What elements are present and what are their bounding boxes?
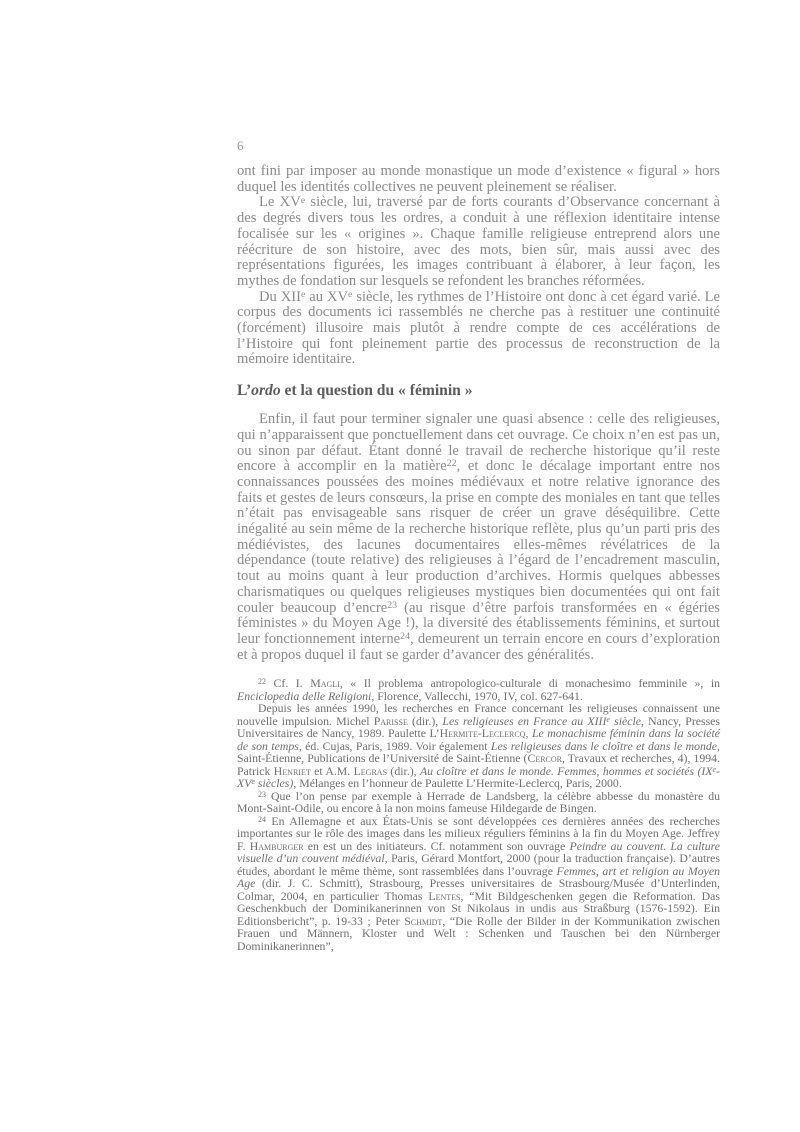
text-run: (au risque d’être parfois transformées en « égéries féministes » du Moyen Age !), la diversité des établissements féminins, et surtout leur fonctionnement interne bbox=[237, 599, 720, 647]
text-run: en est un des initiateurs. Cf. notamment son ouvrage bbox=[303, 838, 570, 853]
text-run: Hermite-Leclercq bbox=[439, 726, 526, 741]
text-run: 23 bbox=[258, 789, 267, 799]
text-run: , Mélanges en l’honneur de Paulette L’Hermite-Leclercq, Paris, 2000. bbox=[293, 776, 622, 791]
text-run: Cercor bbox=[527, 751, 562, 766]
text-run: ordo bbox=[251, 382, 281, 400]
text-run: e bbox=[712, 764, 717, 774]
text-run: Le XV bbox=[259, 194, 301, 211]
text-run: , “Mit Bildgeschenken gegen die Reformation. Das Geschenkbuch der Dominikanerinnen von St Nikolaus in undis aus Straßburg (1576-1592). Ein Editionsbericht”, p. 19-33 ; Peter bbox=[237, 888, 720, 928]
text-run: Enciclopedia delle Religioni bbox=[237, 688, 372, 703]
paragraph-quasi-absence bbox=[237, 412, 720, 663]
text-run: Les religieuses en France au XIII bbox=[442, 713, 607, 728]
text-run: (dir.), bbox=[387, 763, 420, 778]
text-run: , Nancy, Presses Universitaires de Nancy, 1989. Paulette L’ bbox=[237, 713, 720, 741]
text-run: , Paris, Gérard Montfort, 2000 (pour la traduction française). D’autres études, abordant le même thème, sont rassemblées dans l’ouvrage bbox=[237, 851, 721, 878]
text-run: Depuis les années 1990, les recherches en France concernant les religieuses connaissent une nouvelle impulsion. Michel bbox=[237, 701, 720, 728]
text-run: Hamburger bbox=[249, 838, 304, 853]
page-number: 6 bbox=[237, 138, 244, 153]
text-run: au XV bbox=[305, 288, 349, 305]
text-run: et A.M. bbox=[310, 763, 354, 778]
text-run: Enfin, il faut pour terminer signaler une quasi absence : celle des religieuses, qui n’apparaissent que ponctuellement dans cet ouvrage. Ce choix n’en est pas un, ou sinon par défaut. Étant donné le travail de recherche historique qu’il reste encore à accomplir en la matière bbox=[237, 411, 720, 475]
text-run: 22 bbox=[258, 677, 267, 687]
text-run: , « Il problema antropologico-culturale di monachesimo femminile », in bbox=[339, 676, 720, 691]
text-run: Henriet bbox=[273, 763, 311, 778]
text-run: Lentes bbox=[428, 888, 461, 903]
text-run: , et donc le décalage important entre nos connaissances poussées des moines médiévaux et notre relative ignorance des faits et gestes de leurs consœurs, la prise en compte des moniales en tant que telles n’était pas envisageable sans risquer de créer un grave déséquilibre. Cette inégalité au sein même de la recherche historique reflète, plus qu’un parti pris des médiévistes, des lacunes documentaires elles-mêmes révélatrices de la dépendance (toute relative) des religieuses à l’égard de l’encadrement masculin, tout au moins quant à leur production d’archives. Hormis quelques abbesses charismatiques ou quelques religieuses mystiques bien documentées qui ont fait couler beaucoup d’encre bbox=[237, 458, 721, 616]
footnote-22 bbox=[237, 677, 720, 702]
text-run: 23 bbox=[387, 599, 398, 611]
footnote-24 bbox=[237, 815, 720, 953]
text-run: , Florence, Vallecchi, 1970, IV, col. 627-641. bbox=[371, 688, 583, 703]
footnote-23 bbox=[237, 790, 720, 815]
text-run: Parisse bbox=[373, 713, 408, 728]
text-run: 24 bbox=[400, 631, 411, 643]
text-run: siècle, lui, traversé par de forts courants d’Observance concernant à des degrés divers tous les ordres, a conduit à une réflexion identitaire intense focalisée sur les « origines ». Chaque famille religieuse entreprend alors une réécriture de son histoire, avec des mots, bien sûr, mais aussi avec des représentations figurées, les images contribuant à élaborer, à leur façon, les mythes de fondation sur lesquels se refondent les branches réformées. bbox=[237, 194, 720, 289]
text-run: Du XII bbox=[259, 288, 301, 305]
text-run: siècle bbox=[609, 713, 641, 728]
text-run: , éd. Cujas, Paris, 1989. Voir également bbox=[298, 738, 491, 753]
page-content bbox=[237, 139, 720, 952]
text-run: Legras bbox=[353, 763, 388, 778]
text-run: e bbox=[251, 777, 255, 787]
text-run: siècles) bbox=[254, 776, 294, 791]
text-run: siècle, les rythmes de l’Histoire ont donc à cet égard varié. Le corpus des documents ici rassemblés ne cherche pas à restituer une continuité (forcément) illusoire mais plutôt à rendre compte de ces accélérations de l’Histoire qui font pleinement partie des processus de reconstruction de la mémoire identitaire. bbox=[237, 288, 721, 368]
text-run: Cf. I. bbox=[266, 676, 311, 691]
text-run: (dir.), bbox=[407, 713, 443, 728]
text-run: (dir. J. C. Schmitt), Strasbourg, Presses universitaires de Strasbourg/Musée d’Unterlinden, Colmar, 2004, en particulier Thomas bbox=[237, 876, 720, 903]
text-run: Schmidt bbox=[404, 913, 443, 928]
text-run: Que l’on pense par exemple à Herrade de Landsberg, la célèbre abbesse du monastère du Mont-Saint-Odile, ou encore à la non moins fameuse Hildegarde de Bingen. bbox=[237, 788, 720, 816]
text-run: , Travaux et recherches, 4), 1994. Patrick bbox=[237, 751, 721, 778]
text-run: 22 bbox=[446, 458, 457, 470]
text-run: -XV bbox=[237, 763, 721, 791]
text-run: e bbox=[348, 288, 353, 300]
text-run: ont fini par imposer au monde monastique un mode d’existence « figural » hors duquel les identités collectives ne peuvent pleinement se réaliser. bbox=[237, 163, 720, 195]
paragraph-figural bbox=[237, 164, 720, 195]
text-run: Magli bbox=[310, 676, 340, 691]
body-text-block bbox=[237, 164, 720, 663]
text-run: L’ bbox=[237, 382, 252, 400]
text-run: , Saint-Étienne, Publications de l’Université de Saint-Étienne ( bbox=[237, 738, 720, 766]
text-run: e bbox=[606, 714, 610, 724]
text-run: , “Die Rolle der Bilder in der Kommunikation zwischen Frauen und Männern, Kloster und Welt : Schenken und Tauschen bei den Nürnberger Dominikanerinnen”, bbox=[237, 913, 720, 953]
text-run: 24 bbox=[258, 814, 267, 824]
text-run: Peindre au couvent. La culture visuelle d’un couvent médiéval bbox=[237, 838, 720, 866]
text-run: Le monachisme féminin dans la société de son temps bbox=[237, 726, 720, 753]
text-run: Les religieuses dans le cloître et dans le monde bbox=[490, 738, 718, 753]
footnote-22-continuation bbox=[237, 702, 720, 790]
text-run: , demeurent un terrain encore en cours d’exploration et à propos duquel il faut se garder d’avancer des généralités. bbox=[237, 630, 721, 663]
text-run: et la question du « féminin » bbox=[280, 382, 473, 400]
text-run: , bbox=[525, 726, 532, 741]
section-heading-ordo-feminin bbox=[237, 382, 720, 400]
footnotes-block bbox=[237, 677, 720, 952]
text-run: En Allemagne et aux États-Unis se sont développées ces dernières années des recherches importantes sur le rôle des images dans les milieux réguliers féminins à la fin du Moyen Age. Jeffrey F. bbox=[237, 813, 720, 853]
text-run: Au cloître et dans le monde. Femmes, hommes et sociétés (IX bbox=[419, 763, 713, 778]
text-run: e bbox=[300, 194, 306, 206]
paragraph-xve-siecle bbox=[237, 195, 720, 289]
paragraph-rythmes-histoire bbox=[237, 290, 720, 369]
text-run: Femmes, art et religion au Moyen Age bbox=[237, 863, 720, 891]
text-run: e bbox=[300, 288, 306, 300]
